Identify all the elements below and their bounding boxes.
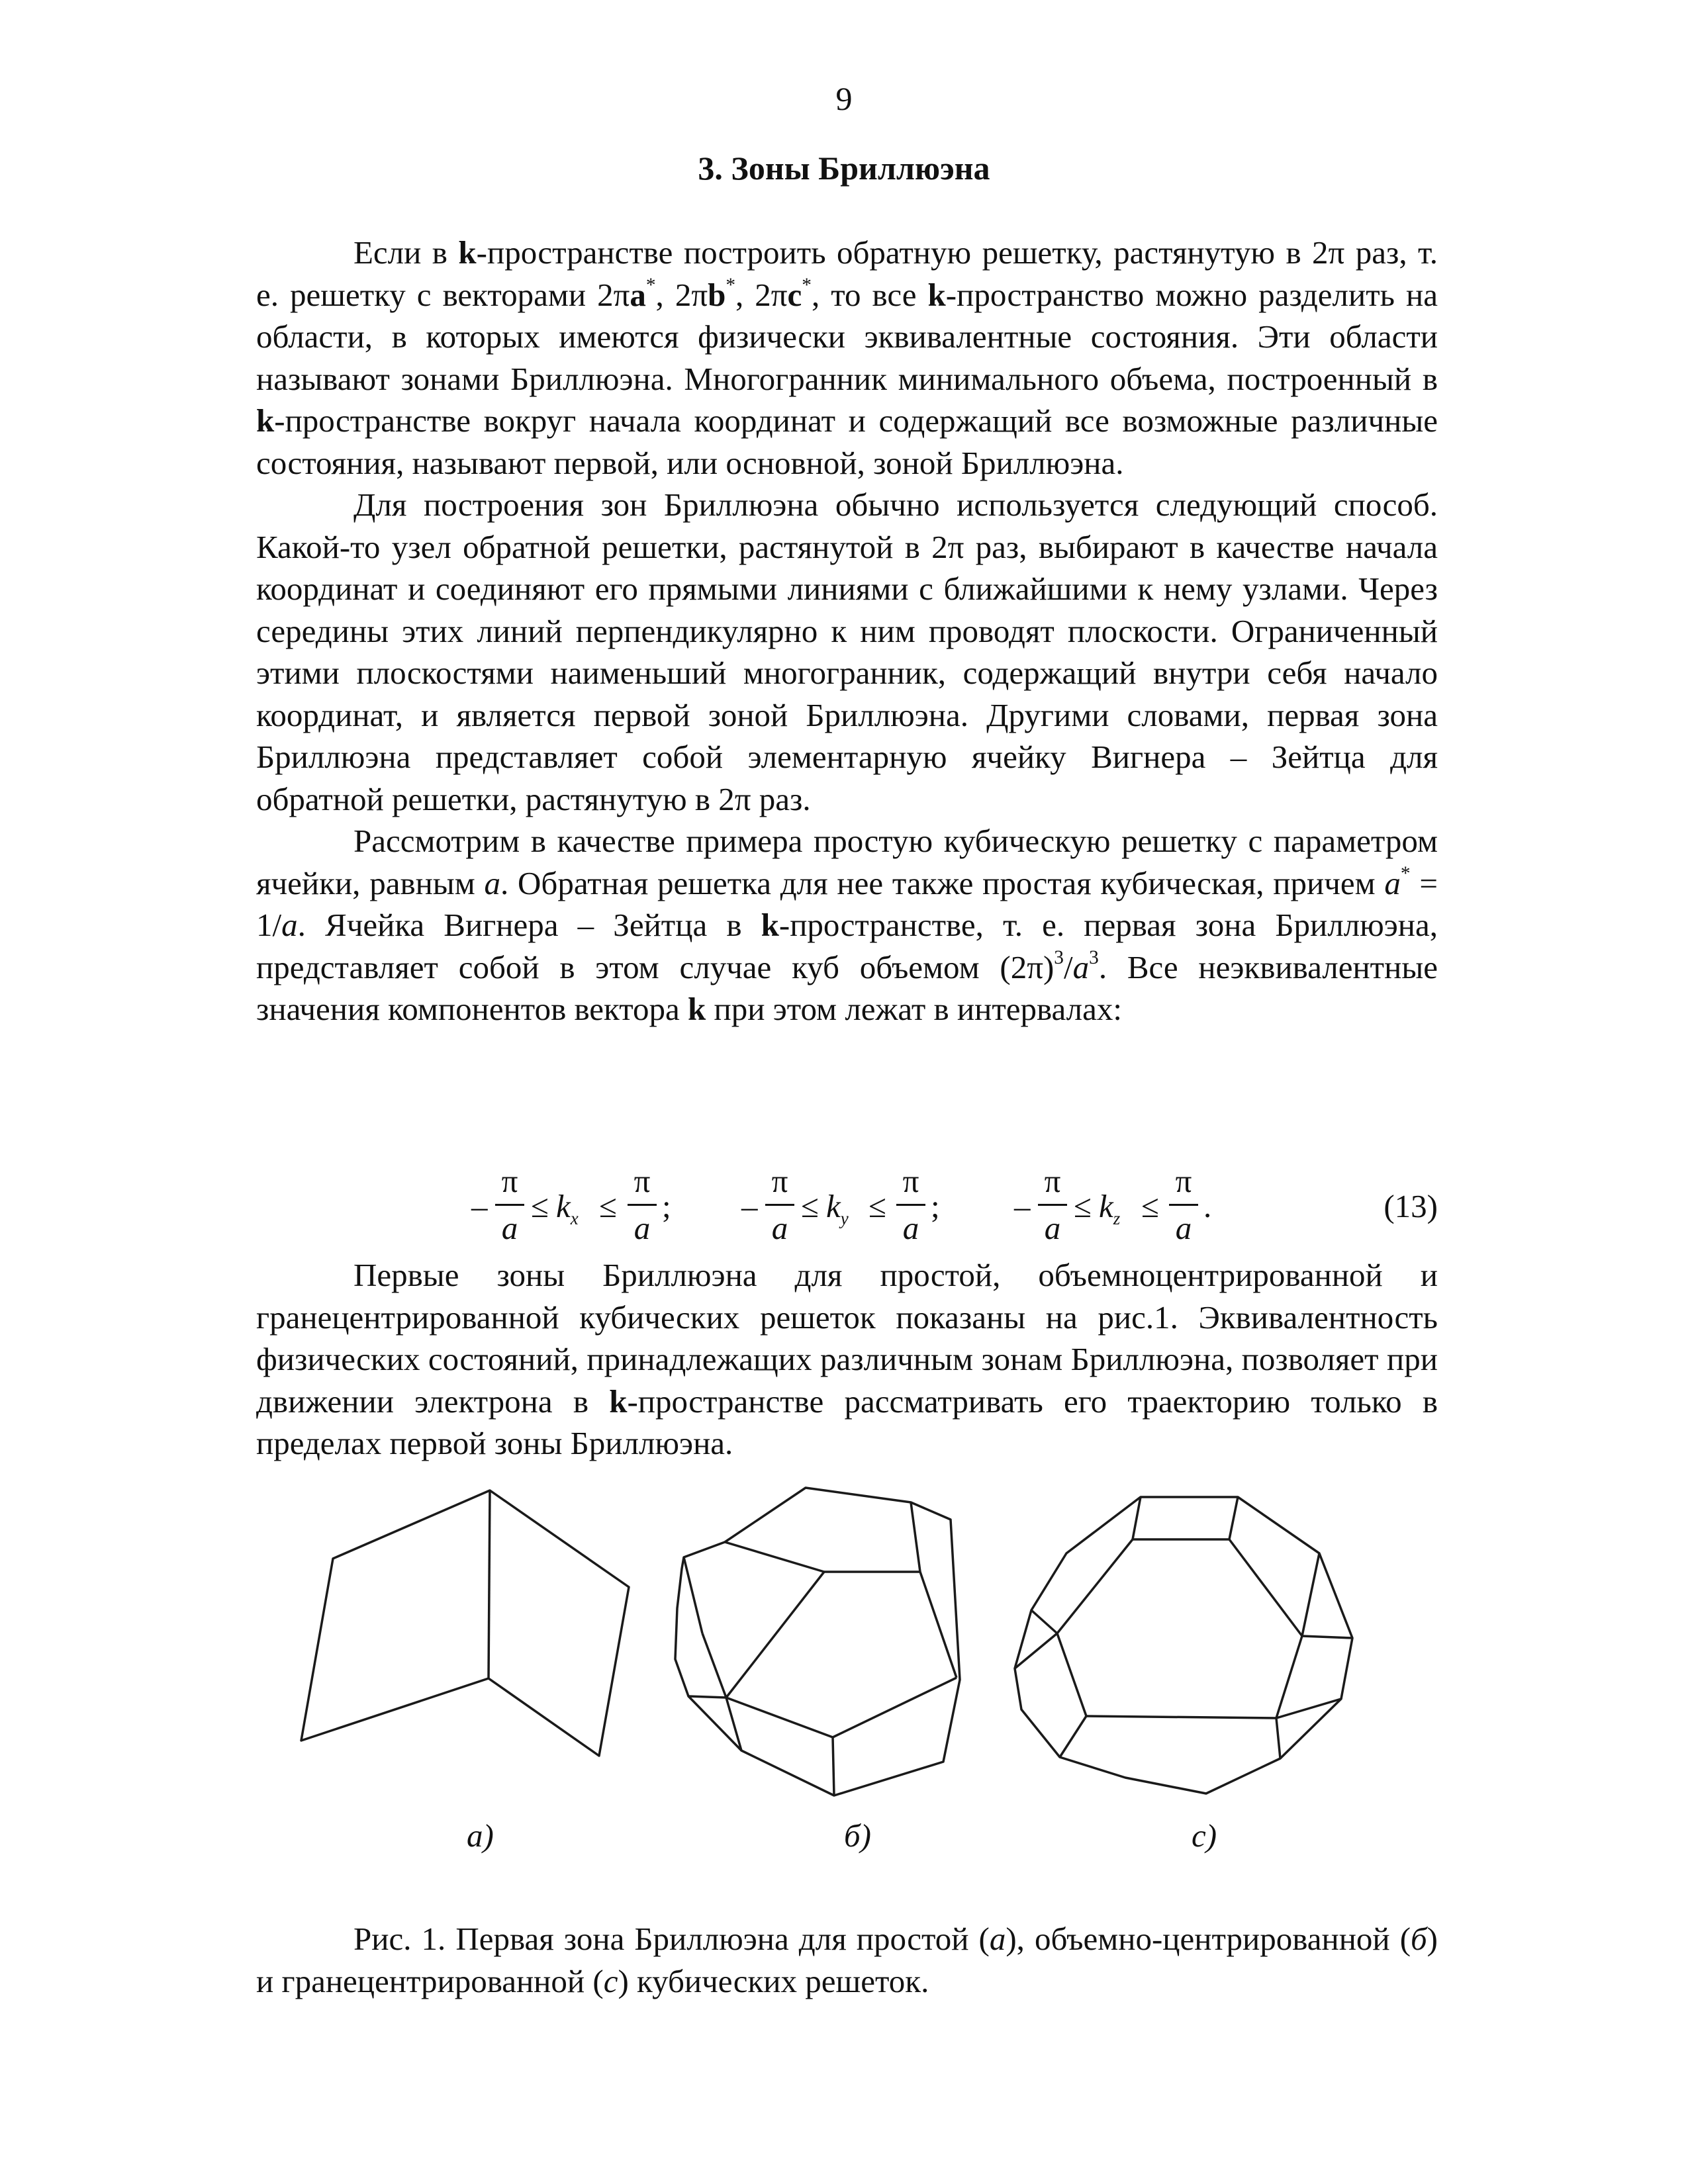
figure-caption: Рис. 1. Первая зона Бриллюэна для простой (а), объемно-центрированной (б) и гранецентрированной (с) кубических решеток. (256, 1921, 1438, 1999)
formula-fraction: π a (622, 1161, 662, 1248)
formula-period: . (1203, 1188, 1212, 1224)
formula-13 (463, 1161, 1438, 1254)
formula-minus: – (471, 1188, 488, 1224)
formula-minus: – (1014, 1188, 1031, 1224)
equation-number: (13) (1383, 1188, 1438, 1224)
body-text-lower (256, 1254, 1438, 1465)
cube-drawing (301, 1490, 629, 1756)
formula-semicolon: ; (931, 1188, 940, 1224)
formula-le: ≤ (1141, 1188, 1159, 1224)
rhombic-dodecahedron-drawing (675, 1488, 960, 1796)
formula-le: ≤ (801, 1188, 819, 1224)
figure-label-c: с) (1192, 1817, 1217, 1854)
paragraph-1: Если в k-пространстве построить обратную решетку, растянутую в 2π раз, т. е. решетку с векторами 2πa*, 2πb*, 2πc*, то все k-пространство можно разделить на области, в которых имеются физически эквивалентные состояния. Эти области называют зонами Бриллюэна. Многогранник минимального объема, построенный в k-пространстве вокруг начала координат и содержащий все возможные различные состояния, называют первой, или основной, зоной Бриллюэна. (256, 234, 1438, 481)
formula-le: ≤ (599, 1188, 617, 1224)
formula-fraction: π a (1164, 1161, 1203, 1248)
formula-semicolon: ; (662, 1188, 671, 1224)
section-title: 3. Зоны Бриллюэна (698, 150, 990, 187)
body-text-upper (256, 232, 1438, 1030)
formula-fraction: π a (1033, 1161, 1072, 1248)
figure-label-a: а) (467, 1817, 494, 1854)
formula-kz: $k_z$ (1099, 1188, 1121, 1228)
formula-le: ≤ (868, 1188, 886, 1224)
formula-fraction: π a (891, 1161, 931, 1248)
formula-minus: – (741, 1188, 758, 1224)
page-number: 9 (835, 80, 853, 117)
paragraph-2: Для построения зон Бриллюэна обычно используется следующий способ. Какой-то узел обратной решетки, растянутой в 2π раз, выбирают в качестве начала координат и соединяют его прямыми линиями с ближайшими к нему узлами. Через середины этих линий перпендикулярно к ним проводят плоскости. Ограниченный этими плоскостями наименьший многогранник, содержащий внутри себя начало координат, и является первой зоной Бриллюэна. Другими словами, первая зона Бриллюэна представляет собой элементарную ячейку Вигнера – Зейтца для обратной решетки, растянутую в 2π раз. (256, 486, 1438, 817)
formula-fraction: π a (760, 1161, 800, 1248)
formula-le: ≤ (1074, 1188, 1092, 1224)
figure-label-b: б) (844, 1817, 871, 1854)
formula-kx: $k_x$ (556, 1188, 579, 1228)
paragraph-4: Первые зоны Бриллюэна для простой, объемноцентрированной и гранецентрированной кубических решеток показаны на рис.1. Эквивалентность физических состояний, принадлежащих различным зонам Бриллюэна, позволяет при движении электрона в k-пространстве рассматривать его траекторию только в пределах первой зоны Бриллюэна. (256, 1257, 1438, 1461)
formula-le: ≤ (531, 1188, 549, 1224)
truncated-octahedron-drawing (1015, 1497, 1352, 1794)
formula-fraction: π a (490, 1161, 530, 1248)
paragraph-3: Рассмотрим в качестве примера простую кубическую решетку с параметром ячейки, равным a. Обратная решетка для нее также простая кубическая, причем a* = 1/a. Ячейка Вигнера – Зейтца в k-пространстве, т. е. первая зона Бриллюэна, представляет собой в этом случае куб объемом $(2\pi)^3/a^3$. Все неэквивалентные значения компонентов вектора k при этом лежат в интервалах: (256, 823, 1438, 1027)
formula-ky: $k_y$ (826, 1188, 849, 1228)
